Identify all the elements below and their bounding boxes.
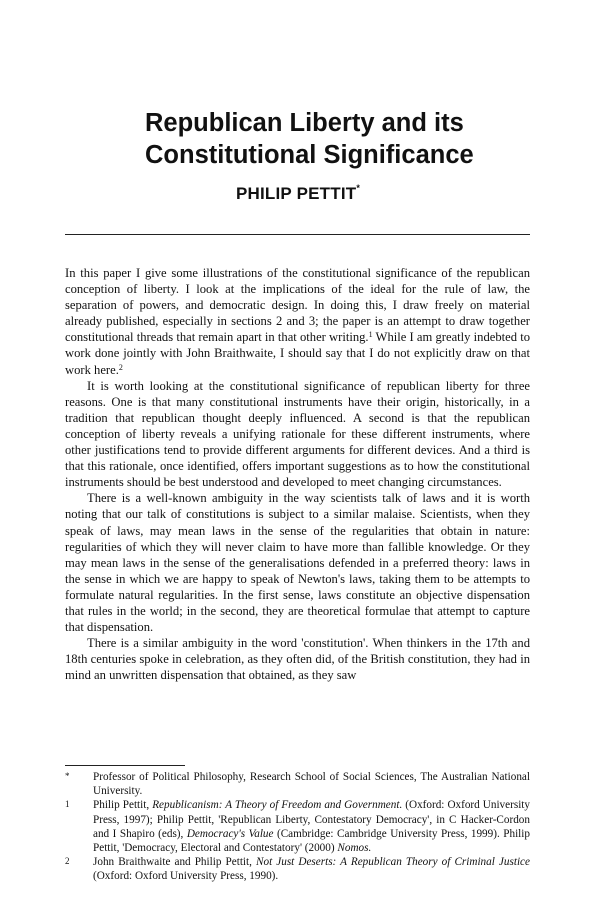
article-title [145,107,565,171]
article-body [65,265,530,683]
paragraph-3: There is a well-known ambiguity in the way scientists talk of laws and it is worth noting that our talk of constitutions is subject to a similar malaise. Scientists, when they speak of laws, may mean laws in the sense of the regularities that obtain in nature: regularities of which they will never claim to have more than fallible knowledge. Or they may mean laws in the sense of the generalisations defended in a preferred theory: laws in the sense in which we are happy to speak of Newton's laws, taking them to be attempts to formulate natural regularities. In the first sense, laws constitute an objective dispensation that rules in the world; in the second, they are theoretical formulae that attempt to capture that dispensation. [65,491,530,635]
footnote-1-text-2: (Oxford: Oxford University Press, 1997); Philip Pettit, 'Republican Liberty, Contestatory Democracy', in C Hacker-Cordon and I Shapiro (eds), [93,799,531,840]
article-title-line-1: Republican Liberty and its [145,109,464,137]
footnote-1-italic-3: Nomos. [337,842,372,855]
footnote-star-mark: * [65,771,70,781]
footnote-star [65,770,530,798]
footnote-1-italic-1: Republicanism: A Theory of Freedom and Government. [152,799,403,812]
footnote-1-text-1: Philip Pettit, [93,799,153,812]
paragraph-1 [65,265,530,378]
paragraph-4: There is a similar ambiguity in the word 'constitution'. When thinkers in the 17th and 18th centuries spoke in celebration, as they often did, of the British constitution, they had in mind an unwritten dispensation that obtained, as they saw [65,636,530,683]
paragraph-1-text-b: While I am greatly indebted to work done jointly with John Braithwaite, I should say that I do not explicitly draw on that work here. [65,330,531,377]
author-footnote-mark[interactable]: * [356,183,361,193]
footnote-2 [65,855,530,883]
footnote-1 [65,798,530,855]
author-byline [0,183,596,204]
footnote-ref-1[interactable]: 1 [368,330,373,340]
article-title-line-2: Constitutional Significance [145,141,474,169]
footnote-divider [65,765,185,766]
footnote-1-mark: 1 [65,799,70,810]
footnote-ref-2[interactable]: 2 [118,362,123,372]
footnote-2-text-2: (Oxford: Oxford University Press, 1990). [93,870,279,883]
footnote-2-italic-1: Not Just Deserts: A Republican Theory of Criminal Justice [256,856,530,869]
footnote-2-text-1: John Braithwaite and Philip Pettit, [93,856,257,869]
paragraph-1-text-a: In this paper I give some illustrations of the constitutional significance of the republican conception of liberty. I look at the implications of the ideal for the rule of law, the separation of powers, and democratic design. In doing this, I draw freely on material already published, especially in sections 2 and 3; the paper is an attempt to draw together constitutional threads that remain apart in that other writing. [65,266,530,345]
paragraph-2: It is worth looking at the constitutional significance of republican liberty for three reasons. One is that many constitutional instruments have their origin, historically, in a tradition that republican thought deeply influenced. A second is that the republican conception of liberty reveals a unifying rationale for these different instruments, where other justifications tend to provide different arguments for different devices. And a third is that this rationale, once identified, offers important suggestions as to how the constitutional instruments should be best understood and developed to meet changing circumstances. [65,378,530,490]
footnotes [65,770,530,884]
footnote-1-text-3: (Cambridge: Cambridge University Press, 1999). Philip Pettit, 'Democracy, Electoral and Contestatory' (2000) [93,827,530,855]
author-name: PHILIP PETTIT [235,184,357,203]
footnote-2-mark: 2 [65,856,70,867]
footnote-1-italic-2: Democracy's Value [186,827,274,840]
footnote-star-text: Professor of Political Philosophy, Research School of Social Sciences, The Australian National University. [93,771,530,798]
title-divider [65,234,530,235]
